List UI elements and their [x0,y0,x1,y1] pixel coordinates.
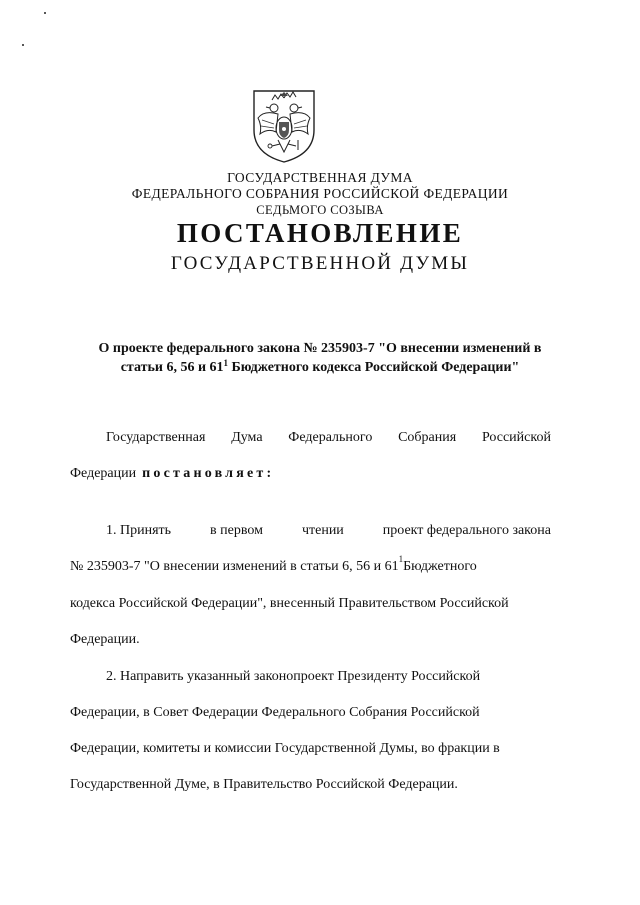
subject-line-2 [60,358,580,377]
subject-line-2-rest: Бюджетного кодекса Российской Федерации" [228,360,520,375]
document-title: ПОСТАНОВЛЕНИЕ [176,218,464,248]
item-1-line-2-rest: Бюджетного [403,559,477,574]
item-1-line-1 [106,523,551,539]
article-superscript: 1 [223,358,229,368]
coat-of-arms-icon [250,88,318,164]
item-1-phrase: 1. Принять [106,523,172,538]
header-chamber: ГОСУДАРСТВЕННАЯ ДУМА [227,170,413,185]
item-1-line-2 [70,554,551,575]
preamble-word: Собрания [398,430,457,445]
header-assembly: ФЕДЕРАЛЬНОГО СОБРАНИЯ РОССИЙСКОЙ ФЕДЕРАЦИИ [131,186,509,201]
subject-line-1: О проекте федерального закона № 235903-7 "О внесении изменений в [98,341,542,356]
document-subject [60,339,580,377]
preamble-word: Российской [481,430,551,445]
item-1-line-4: Федерации. [70,632,140,647]
preamble-subject: Федерации [70,466,137,481]
document-subtitle: ГОСУДАРСТВЕННОЙ ДУМЫ [170,253,470,274]
preamble-word: Государственная [106,430,206,445]
item-1-line-3: кодекса Российской Федерации", внесенный Правительством Российской [70,596,509,611]
item-1-phrase: проект федерального закона [382,523,551,538]
preamble-line-1 [106,430,551,446]
header-convocation: СЕДЬМОГО СОЗЫВА [256,203,384,217]
preamble-resolves: постановляет: [142,466,275,481]
item-2-line-3: Федерации, комитеты и комиссии Государственной Думы, во фракции в [70,741,500,756]
item-1-line-2-text: № 235903-7 "О внесении изменений в статьи 6, 56 и 61 [70,559,399,574]
item-2-line-4: Государственной Думе, в Правительство Российской Федерации. [70,777,458,792]
subject-line-2-text: статьи 6, 56 и 61 [120,360,224,375]
article-superscript: 1 [398,554,404,564]
scan-speck [44,12,46,14]
preamble-word: Дума [231,430,263,445]
item-2-line-2: Федерации, в Совет Федерации Федерального Собрания Российской [70,705,480,720]
scan-speck [22,44,24,46]
preamble-word: Федерального [288,430,373,445]
preamble-line-2 [70,466,551,482]
item-1-phrase: в первом [210,523,263,538]
item-1-phrase: чтении [301,523,344,538]
item-2-line-1: 2. Направить указанный законопроект Президенту Российской [106,669,481,684]
